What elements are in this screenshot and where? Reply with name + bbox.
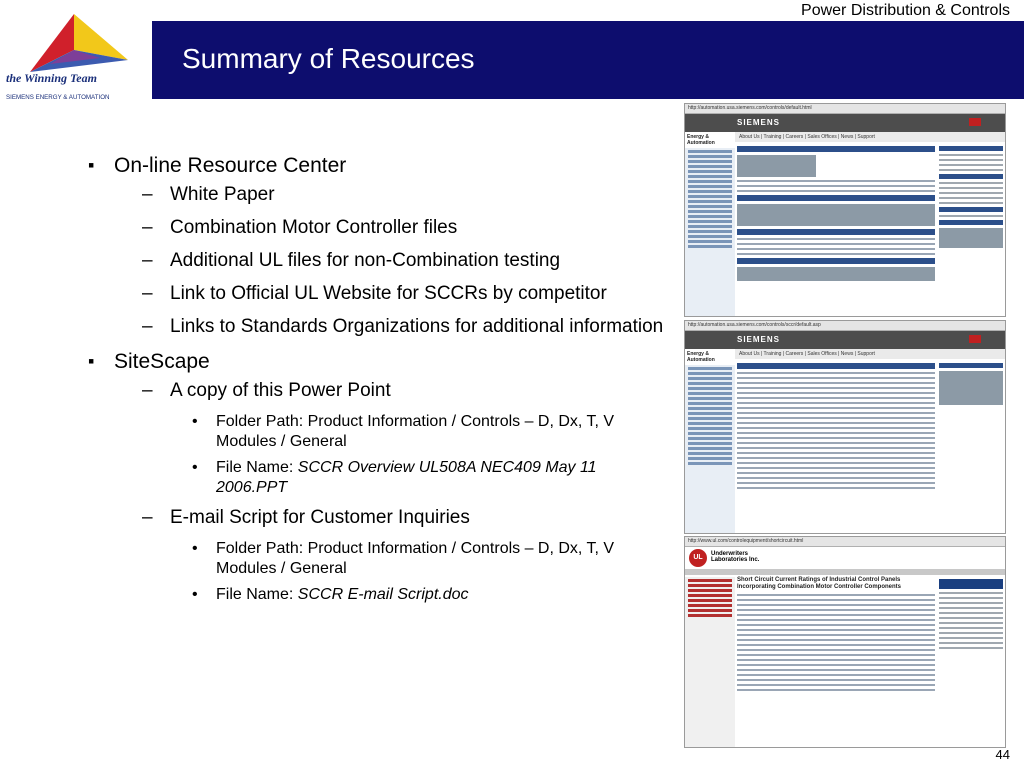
item-ppt-file-name — [88, 458, 668, 498]
address-bar: http://automation.usa.siemens.com/controls/sccr/default.asp — [685, 321, 1005, 331]
search-go-icon — [969, 118, 981, 126]
winning-team-logo — [0, 14, 150, 104]
siemens-header — [685, 114, 1005, 132]
item-email-script: – E-mail Script for Customer Inquiries — [88, 506, 668, 529]
ul-nav — [685, 569, 1005, 575]
ul-brand-name: Underwriters Laboratories Inc. — [711, 551, 760, 563]
siemens-logo: SIEMENS — [737, 335, 781, 344]
item-power-point-copy: – A copy of this Power Point — [88, 379, 668, 402]
side-nav: Energy & Automation — [685, 132, 735, 316]
section-header: Power Distribution & Controls — [801, 2, 1010, 19]
site-nav: About Us | Training | Careers | Sales Offices | News | Support — [735, 132, 1005, 142]
page-title: Summary of Resources — [182, 43, 475, 74]
siemens-header — [685, 331, 1005, 349]
item-combination-motor-files: – Combination Motor Controller files — [88, 216, 668, 239]
right-column — [939, 361, 1003, 533]
search-go-icon — [969, 335, 981, 343]
main-content — [737, 361, 935, 533]
screenshot-siemens-sccr — [684, 320, 1006, 534]
winning-team-logo-icon — [0, 14, 150, 104]
item-email-file-name — [88, 585, 668, 605]
bullet-online-resource-center: ▪ On-line Resource Center — [88, 152, 668, 179]
item-additional-ul-files: – Additional UL files for non-Combination testing — [88, 249, 668, 272]
side-nav: Energy & Automation — [685, 349, 735, 533]
right-column — [939, 577, 1003, 747]
screenshot-siemens-home — [684, 103, 1006, 317]
item-official-ul-link: – Link to Official UL Website for SCCRs by competitor — [88, 282, 668, 305]
main-content — [737, 577, 935, 747]
file-name-label: File Name: — [216, 459, 298, 476]
logo-text: the Winning Team — [6, 71, 97, 85]
item-standards-links: – Links to Standards Organizations for additional information — [88, 315, 668, 338]
siemens-logo: SIEMENS — [737, 118, 781, 127]
item-white-paper: – White Paper — [88, 183, 668, 206]
email-file-name: SCCR E-mail Script.doc — [297, 586, 469, 603]
ppt-file-name: SCCR Overview UL508A NEC409 May 11 2006.PPT — [216, 459, 597, 496]
item-email-folder-path: • Folder Path: Product Information / Controls – D, Dx, T, V Modules / General — [88, 539, 668, 579]
ul-headline: Short Circuit Current Ratings of Industrial Control Panels Incorporating Combination Motor Controller Components — [737, 577, 901, 590]
bullet-list — [88, 152, 668, 611]
page-number: 44 — [995, 747, 1010, 762]
item-ppt-folder-path: • Folder Path: Product Information / Controls – D, Dx, T, V Modules / General — [88, 412, 668, 452]
address-bar: http://automation.usa.siemens.com/controls/default.html — [685, 104, 1005, 114]
ul-logo-icon: UL — [689, 549, 707, 567]
side-nav — [685, 577, 735, 747]
bullet-sitescape: ▪ SiteScape — [88, 348, 668, 375]
logo-subtext: SIEMENS ENERGY & AUTOMATION — [6, 94, 110, 101]
screenshot-ul-page — [684, 536, 1006, 748]
title-bar — [152, 21, 1024, 99]
address-bar: http://www.ul.com/controlequipment/shortcircuit.html — [685, 537, 1005, 547]
file-name-label: File Name: — [216, 586, 298, 603]
main-content — [737, 144, 935, 316]
site-nav: About Us | Training | Careers | Sales Offices | News | Support — [735, 349, 1005, 359]
right-column — [939, 144, 1003, 316]
